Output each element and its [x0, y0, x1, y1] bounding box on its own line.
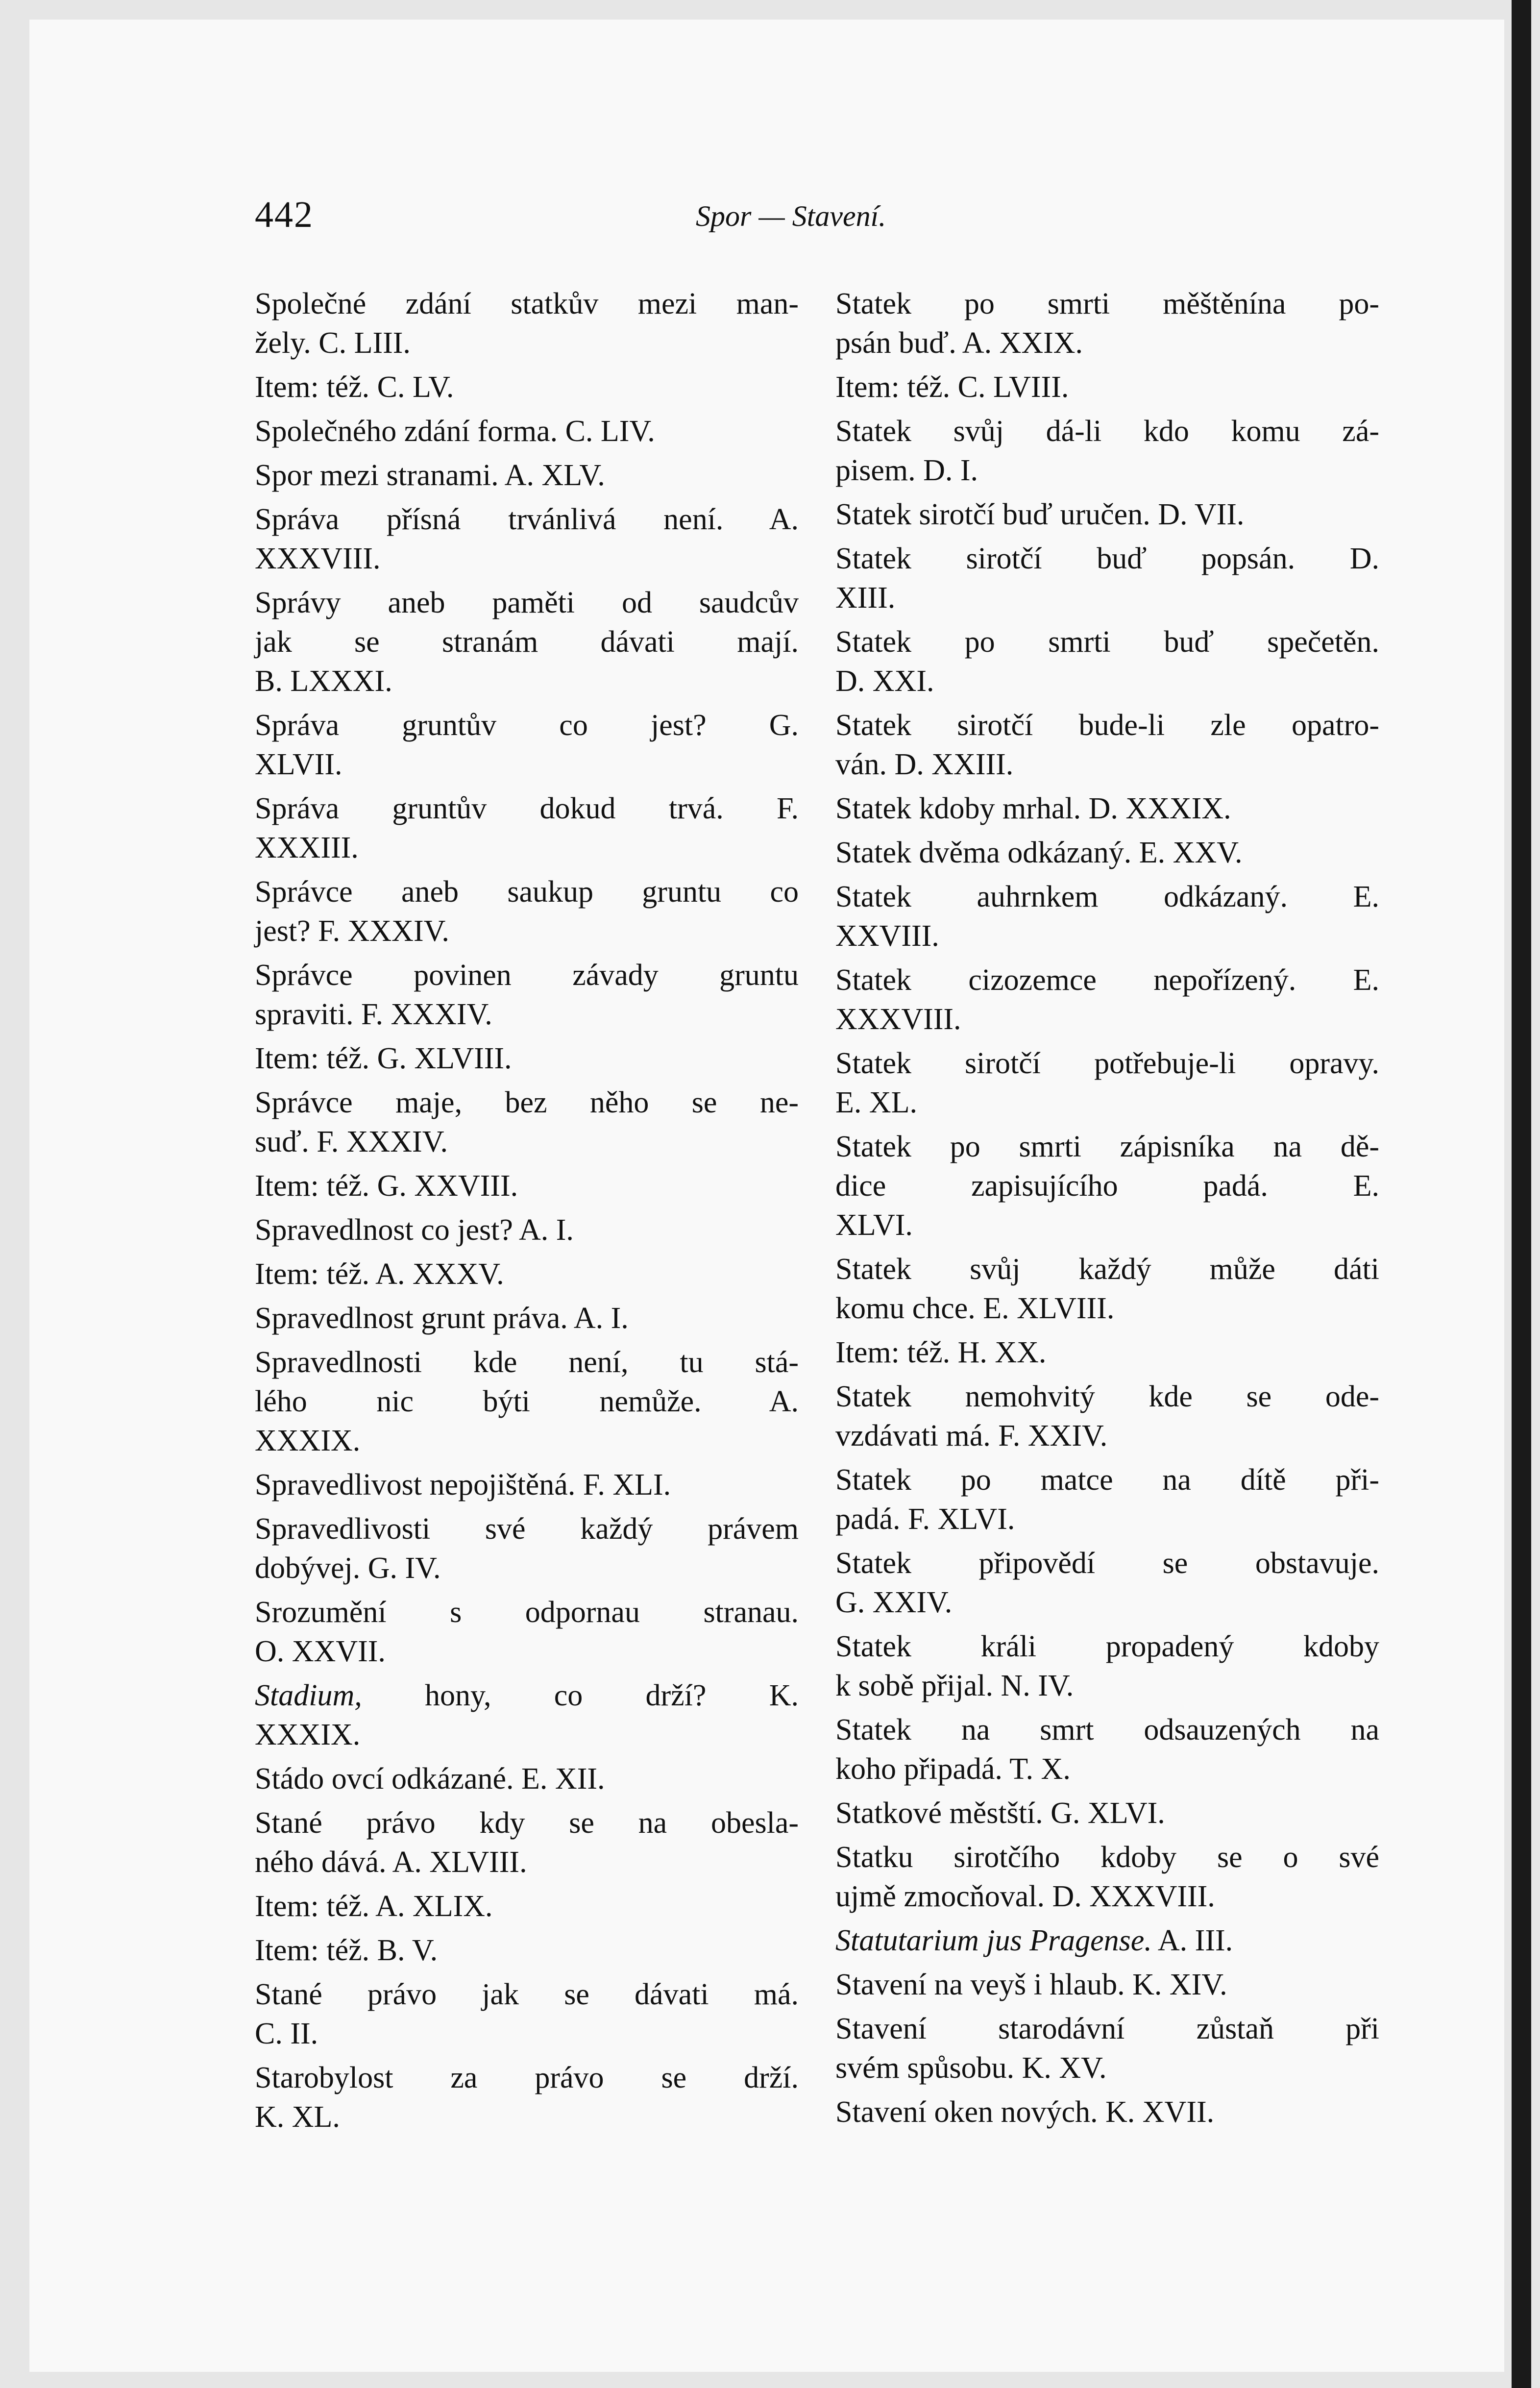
index-entry — [255, 1593, 799, 1671]
index-entry — [255, 706, 799, 784]
index-entry-line: psán buď. A. XXIX. — [835, 326, 1083, 360]
index-entry — [255, 583, 799, 701]
index-entry-line: Spravedlnost co jest? A. I. — [255, 1213, 574, 1247]
index-entry-line: Statek na smrt odsauzených na — [835, 1713, 1379, 1747]
index-entry — [255, 1343, 799, 1460]
index-entry-line: Spravedlivosti své každý právem — [255, 1512, 799, 1546]
index-entry — [835, 284, 1379, 363]
index-entry-line: Statek sirotčí bude-li zle opatro- — [835, 709, 1379, 742]
index-entry — [255, 1509, 799, 1588]
index-entry-item-repeat — [835, 368, 1379, 407]
index-entry-line: Statek po matce na dítě při- — [835, 1463, 1379, 1497]
index-entry — [255, 412, 799, 451]
index-entry-line: Srozumění s odpornau stranau. — [255, 1596, 799, 1629]
index-entry-line: G. XXIV. — [835, 1586, 953, 1619]
index-entry-line: Statek králi propadený kdoby — [835, 1630, 1379, 1663]
running-head: Spor — Stavení. — [696, 200, 886, 232]
index-entry-line: Stané právo jak se dávati má. — [255, 1978, 799, 2011]
index-entry — [255, 284, 799, 363]
index-entry — [255, 1676, 799, 1754]
index-entry-line: Správce aneb saukup gruntu co — [255, 875, 799, 909]
index-entry-line: Item: též. B. V. — [255, 1934, 438, 1967]
index-entry — [255, 1803, 799, 1882]
index-entry — [835, 1627, 1379, 1705]
index-entry — [255, 956, 799, 1034]
index-entry-line: Item: též. A. XXXV. — [255, 1257, 504, 1291]
index-entry-line: XXVIII. — [835, 919, 939, 953]
index-entry-line: Spravedlnosti kde není, tu stá- — [255, 1346, 799, 1379]
index-entry-line: B. LXXXI. — [255, 665, 392, 698]
index-entry-line: C. II. — [255, 2017, 318, 2050]
index-entry-line: suď. F. XXXIV. — [255, 1125, 448, 1158]
index-entry — [255, 1975, 799, 2053]
index-entry-line: Stavení oken nových. K. XVII. — [835, 2095, 1215, 2129]
index-entry — [835, 1377, 1379, 1455]
index-entry-line: žely. C. LIII. — [255, 326, 411, 360]
page-header — [0, 194, 1540, 247]
index-entry-line: Spor mezi stranami. A. XLV. — [255, 459, 605, 492]
index-entry-line: pisem. D. I. — [835, 454, 978, 487]
index-entry-line: Spravedlnost grunt práva. A. I. — [255, 1302, 629, 1335]
index-entry-line: Item: též. A. XLIX. — [255, 1890, 493, 1923]
index-entry-line: Item: též. C. LVIII. — [835, 370, 1069, 404]
index-entry-line: Stavení starodávní zůstaň při — [835, 2012, 1379, 2045]
index-entry-line: Item: též. G. XLVIII. — [255, 1042, 512, 1075]
index-entry-line: Statek dvěma odkázaný. E. XXV. — [835, 836, 1243, 869]
index-entry-line: ného dává. A. XLVIII. — [255, 1846, 527, 1879]
index-entry — [255, 1299, 799, 1338]
index-entry-line: padá. F. XLVI. — [835, 1502, 1015, 1536]
index-entry-line: XLVII. — [255, 748, 342, 781]
index-column-right — [835, 284, 1379, 2137]
index-entry-line: Správce povinen závady gruntu — [255, 959, 799, 992]
index-entry-line: Statek sirotčí buď uručen. D. VII. — [835, 498, 1245, 531]
index-entry — [835, 1710, 1379, 1789]
index-entry-line: vzdávati má. F. XXIV. — [835, 1419, 1108, 1452]
index-entry-line: ván. D. XXIII. — [835, 748, 1014, 781]
index-entry-line: Stadium, hony, co drží? K. — [255, 1679, 799, 1712]
index-entry — [835, 1544, 1379, 1622]
index-entry-line: svém spůsobu. K. XV. — [835, 2051, 1107, 2085]
index-entry — [835, 2009, 1379, 2088]
index-entry — [835, 706, 1379, 784]
index-entry-line: Statek sirotčí buď popsán. D. — [835, 542, 1379, 575]
index-entry — [255, 500, 799, 578]
index-entry-line: Správy aneb paměti od saudcův — [255, 586, 799, 619]
page-number: 442 — [255, 194, 314, 235]
index-entry-line: Správa gruntův co jest? G. — [255, 709, 799, 742]
index-entry — [255, 1465, 799, 1504]
index-entry — [835, 539, 1379, 617]
index-entry-line: Starobylost za právo se drží. — [255, 2061, 799, 2094]
index-entry — [835, 1127, 1379, 1245]
index-entry-line: Item: též. G. XXVIII. — [255, 1169, 518, 1203]
index-entry-line: D. XXI. — [835, 665, 934, 698]
index-entry-line: Item: též. C. LV. — [255, 370, 454, 404]
index-entry — [835, 1794, 1379, 1833]
index-entry-item-repeat — [835, 1333, 1379, 1372]
index-entry — [835, 622, 1379, 701]
index-entry-item-repeat — [255, 1931, 799, 1970]
index-entry — [835, 1965, 1379, 2004]
book-spine-edge — [1512, 0, 1531, 2388]
index-entry — [255, 872, 799, 951]
index-entry-line: Správce maje, bez něho se ne- — [255, 1086, 799, 1119]
index-entry — [835, 412, 1379, 490]
index-entry — [835, 1921, 1379, 1960]
index-entry — [835, 960, 1379, 1039]
index-entry-line: XIII. — [835, 581, 896, 615]
index-entry-line: Stádo ovcí odkázané. E. XII. — [255, 1762, 605, 1796]
index-entry — [255, 2058, 799, 2137]
index-entry-line: Spravedlivost nepojištěná. F. XLI. — [255, 1468, 671, 1502]
index-entry-line: K. XL. — [255, 2100, 340, 2134]
index-entry-line: Statek kdoby mrhal. D. XXXIX. — [835, 792, 1231, 825]
index-entry — [835, 789, 1379, 828]
index-entry — [835, 1460, 1379, 1539]
index-entry-line: spraviti. F. XXXIV. — [255, 998, 492, 1031]
index-entry-line: lého nic býti nemůže. A. — [255, 1385, 799, 1418]
index-entry — [835, 1838, 1379, 1916]
index-entry-line: Statek po smrti zápisníka na dě- — [835, 1130, 1379, 1163]
index-entry-line: Statek svůj dá-li kdo komu zá- — [835, 415, 1379, 448]
index-entry-line: Statkové městští. G. XLVI. — [835, 1797, 1165, 1830]
index-entry — [835, 1250, 1379, 1328]
index-entry-line: Stané právo kdy se na obesla- — [255, 1806, 799, 1840]
index-entry-line: koho připadá. T. X. — [835, 1752, 1071, 1786]
index-entry-item-repeat — [255, 1887, 799, 1926]
index-entry-line: Statek svůj každý může dáti — [835, 1253, 1379, 1286]
index-entry-line: Statek nemohvitý kde se ode- — [835, 1380, 1379, 1413]
index-entry — [835, 877, 1379, 956]
index-entry-line: O. XXVII. — [255, 1635, 386, 1668]
index-entry-line: k sobě přijal. N. IV. — [835, 1669, 1074, 1702]
index-entry — [835, 495, 1379, 534]
index-entry-item-repeat — [255, 1255, 799, 1294]
index-entry-line: jak se stranám dávati mají. — [255, 625, 799, 659]
index-entry-line: Správa přísná trvánlivá není. A. — [255, 503, 799, 536]
index-entry-line: komu chce. E. XLVIII. — [835, 1292, 1115, 1325]
index-entry-line: Statku sirotčího kdoby se o své — [835, 1841, 1379, 1874]
index-entry-line: Statutarium jus Pragense. A. III. — [835, 1924, 1233, 1957]
index-entry — [255, 1759, 799, 1798]
index-entry-line: Společné zdání statkův mezi man- — [255, 287, 799, 320]
index-entry-line: Statek po smrti měštěnína po- — [835, 287, 1379, 320]
index-entry-line: Statek po smrti buď spečetěn. — [835, 625, 1379, 659]
index-entry-line: Správa gruntův dokud trvá. F. — [255, 792, 799, 825]
index-entry-line: jest? F. XXXIV. — [255, 914, 449, 948]
index-entry-line: dobývej. G. IV. — [255, 1551, 441, 1585]
index-entry — [255, 789, 799, 867]
index-entry — [835, 1044, 1379, 1122]
index-entry-line: Statek cizozemce nepořízený. E. — [835, 963, 1379, 997]
index-entry-line: E. XL. — [835, 1086, 918, 1119]
index-entry — [255, 1083, 799, 1161]
index-entry-line: Statek auhrnkem odkázaný. E. — [835, 880, 1379, 913]
index-entry-line: XXXIII. — [255, 831, 359, 864]
index-column-left — [255, 284, 799, 2142]
index-entry-line: Statek připovědí se obstavuje. — [835, 1547, 1379, 1580]
index-entry-line: dice zapisujícího padá. E. — [835, 1169, 1379, 1203]
index-entry-item-repeat — [255, 368, 799, 407]
index-entry-line: Stavení na veyš i hlaub. K. XIV. — [835, 1968, 1227, 2001]
index-entry-line: XXXIX. — [255, 1424, 361, 1457]
index-entry — [255, 1210, 799, 1250]
index-entry-line: XXXVIII. — [835, 1003, 961, 1036]
index-entry-line: Item: též. H. XX. — [835, 1336, 1047, 1369]
index-entry — [835, 833, 1379, 872]
index-entry-line: XLVI. — [835, 1208, 913, 1242]
index-entry-item-repeat — [255, 1166, 799, 1206]
index-entry-line: Společného zdání forma. C. LIV. — [255, 415, 655, 448]
index-entry — [255, 456, 799, 495]
index-entry-line: XXXVIII. — [255, 542, 381, 575]
index-entry-item-repeat — [255, 1039, 799, 1078]
index-entry — [835, 2093, 1379, 2132]
index-entry-line: Statek sirotčí potřebuje-li opravy. — [835, 1047, 1379, 1080]
index-entry-line: ujmě zmocňoval. D. XXXVIII. — [835, 1880, 1215, 1913]
index-entry-line: XXXIX. — [255, 1718, 361, 1751]
